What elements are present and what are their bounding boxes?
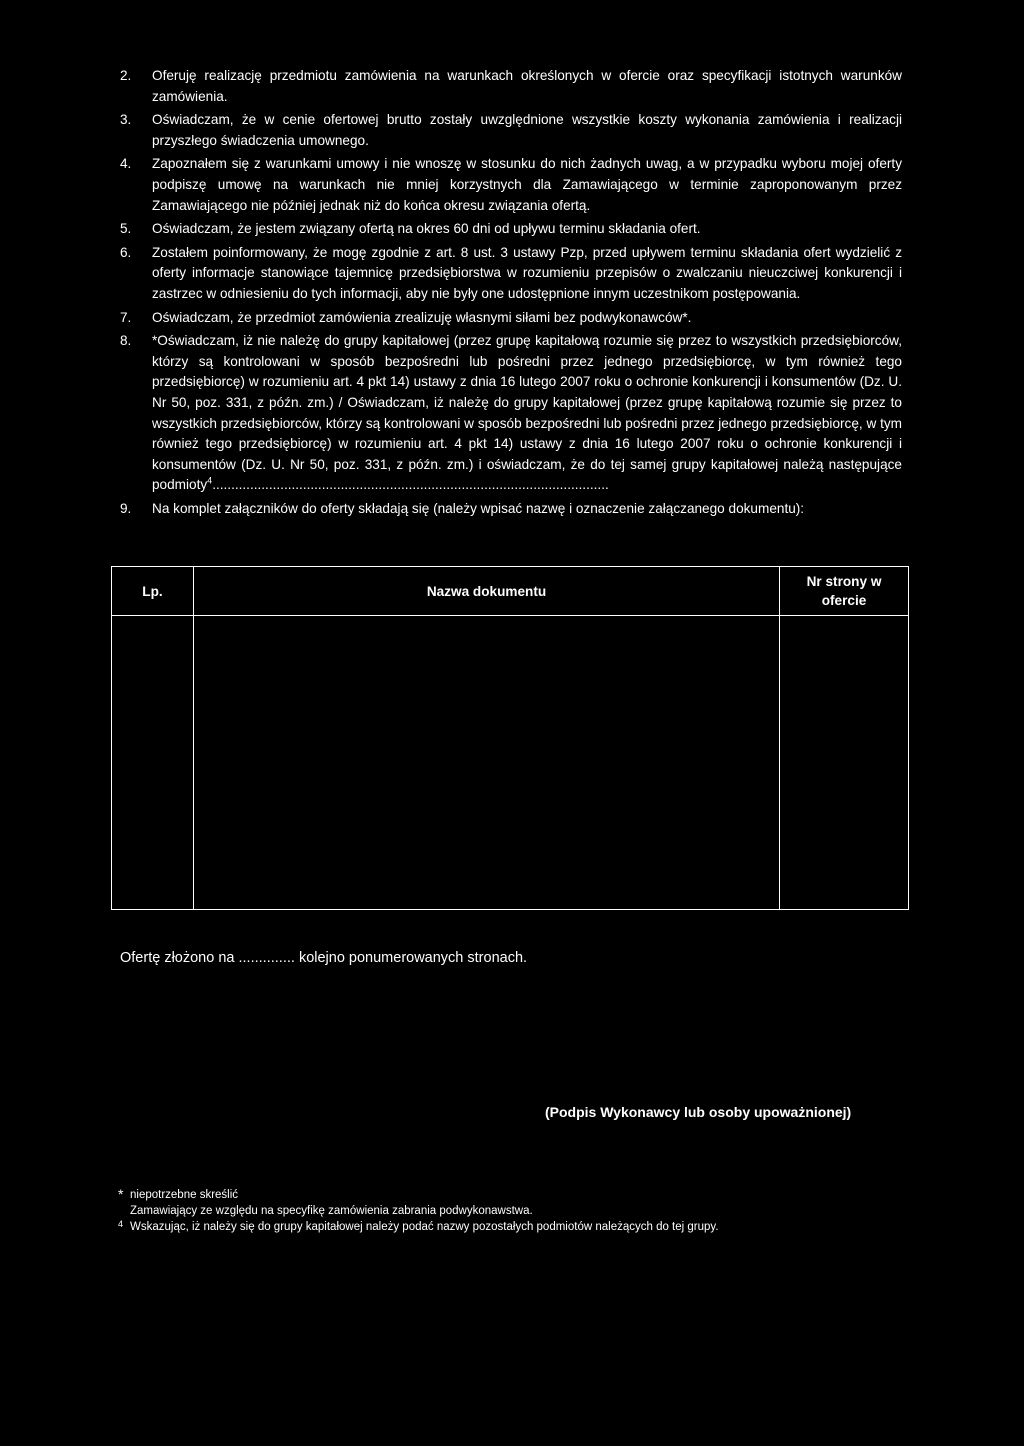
header-page-number: Nr strony w ofercie	[780, 567, 909, 616]
statement-number: 6.	[120, 244, 132, 260]
statements-list	[120, 66, 902, 522]
footnote-mark: *	[118, 1186, 124, 1202]
statement-number: 5.	[120, 221, 132, 237]
footnote-text: Zamawiający ze względu na specyfikę zamówienia zabrania podwykonawstwa.	[130, 1205, 533, 1217]
statement-number: 2.	[120, 68, 132, 83]
footnote-text: Wskazując, iż należy się do grupy kapitałowej należy podać nazwy pozostałych podmiotów należących do tej grupy.	[130, 1221, 719, 1233]
table-header-row	[112, 567, 909, 616]
statement-text: Zapoznałem się z warunkami umowy i nie wnoszę w stosunku do nich żadnych uwag, a w przypadku wyboru mojej oferty podpiszę umowę na warunkach nie mniej korzystnych dla Zamawiającego w terminie zaproponowanym przez Zamawiającego nie później jednak niż do końca okresu związania ofertą.	[152, 156, 902, 213]
cell-lp[interactable]	[112, 616, 194, 910]
statement-item-5	[120, 219, 902, 240]
statement-text: Oferuję realizację przedmiotu zamówienia na warunkach określonych w ofercie oraz specyfikacji istotnych warunków zamówienia.	[152, 68, 902, 104]
page-count-line	[120, 950, 527, 966]
footnote-item	[118, 1203, 719, 1219]
statement-number: 7.	[120, 309, 132, 325]
attachments-table	[111, 566, 909, 910]
statement-item-9	[120, 499, 902, 520]
page-count-fill[interactable]: ..............	[238, 950, 295, 966]
statement-text: Na komplet załączników do oferty składają się (należy wpisać nazwę i oznaczenie załączanego dokumentu):	[152, 500, 805, 516]
statement-number: 9.	[120, 500, 132, 516]
footnote-item	[118, 1219, 719, 1235]
statement-text: Oświadczam, że jestem związany ofertą na okres 60 dni od upływu terminu składania ofert.	[152, 221, 701, 237]
cell-document-name[interactable]	[194, 616, 780, 910]
statement-item-7	[120, 308, 902, 329]
footnote-item	[118, 1187, 719, 1203]
statement-text	[152, 331, 902, 496]
page-count-prefix: Ofertę złożono na	[120, 950, 235, 966]
statement-text: Oświadczam, że w cenie ofertowej brutto zostały uwzględnione wszystkie koszty wykonania zamówienia i realizacji przyszłego świadczenia umownego.	[152, 112, 902, 148]
header-lp: Lp.	[112, 567, 194, 616]
statement-item-6	[120, 243, 902, 305]
footnote-mark: 4	[118, 1219, 124, 1229]
statement-item-2	[120, 66, 902, 107]
footnotes	[118, 1187, 719, 1235]
statement-number: 4.	[120, 156, 132, 172]
cell-page-number[interactable]	[780, 616, 909, 910]
statement-number: 8.	[120, 333, 132, 349]
statement-text: Zostałem poinformowany, że mogę zgodnie z art. 8 ust. 3 ustawy Pzp, przed upływem terminu składania ofert wydzielić z oferty informacje stanowiące tajemnicę przedsiębiorstwa w rozumieniu przepisów o zwalczaniu nieuczciwej konkurencji i zastrzec w odniesieniu do tych informacji, aby nie były one udostępnione innym uczestnikom postępowania.	[152, 244, 902, 301]
fill-in-dots: .........................................................................................................	[212, 477, 609, 493]
table-row	[112, 616, 909, 910]
statement-body: *Oświadczam, iż nie należę do grupy kapitałowej (przez grupę kapitałową rozumie się przez to wszystkich przedsiębiorców, którzy są kontrolowani w sposób bezpośredni lub pośredni przez jednego przedsiębiorcę, w tym również tego przedsiębiorcę) w rozumieniu art. 4 pkt 14) ustawy z dnia 16 lutego 2007 roku o ochronie konkurencji i konsumentów (Dz. U. Nr 50, poz. 331, z późn. zm.) / Oświadczam, iż należę do grupy kapitałowej (przez grupę kapitałową rozumie się przez to wszystkich przedsiębiorców, którzy są kontrolowani w sposób bezpośredni lub pośredni przez jednego przedsiębiorcę, w tym również tego przedsiębiorcę) w rozumieniu art. 4 pkt 14) ustawy z dnia 16 lutego 2007 roku o ochronie konkurencji i konsumentów (Dz. U. Nr 50, poz. 331, z późn. zm.) i oświadczam, że do tej samej grupy kapitałowej należą następujące podmioty	[152, 333, 902, 493]
statement-item-4	[120, 154, 902, 216]
footnote-text: niepotrzebne skreślić	[130, 1189, 239, 1201]
page-count-suffix: kolejno ponumerowanych stronach.	[298, 950, 528, 966]
statement-text: Oświadczam, że przedmiot zamówienia zrealizuję własnymi siłami bez podwykonawców*.	[152, 309, 692, 325]
signature-label: (Podpis Wykonawcy lub osoby upoważnionej)	[545, 1104, 852, 1120]
statement-number: 3.	[120, 112, 132, 128]
statement-item-3	[120, 110, 902, 151]
statement-item-8	[120, 331, 902, 496]
header-document-name: Nazwa dokumentu	[194, 567, 780, 616]
footnote-ref: 4	[207, 475, 213, 486]
